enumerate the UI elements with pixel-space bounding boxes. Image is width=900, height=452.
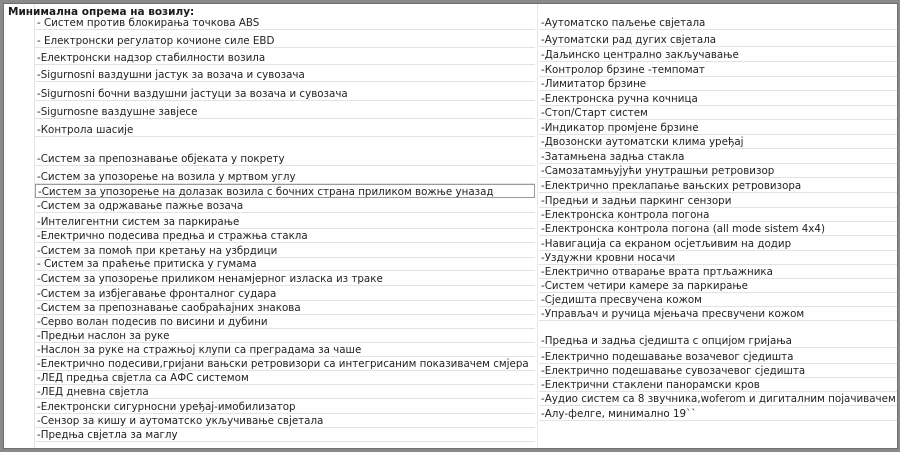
equipment-item: -Систем за избјегавање фронталног судара <box>35 287 535 301</box>
equipment-item: -ЛЕД дневна свјетла <box>35 385 535 399</box>
equipment-item: -Уздужни кровни носачи <box>539 251 897 265</box>
equipment-item: -Електронски надзор стабилности возила <box>35 51 535 65</box>
equipment-item: -Наслон за руке на стражњој клупи са преградама за чаше <box>35 343 535 357</box>
equipment-item: -Систем за упозорење на долазак возила с бочних страна приликом вожње уназад <box>35 184 535 198</box>
equipment-item: -Sigurnosni бочни ваздушни јастуци за возача и сувозача <box>35 87 535 101</box>
equipment-item: -Електронска контрола погона (all mode sistem 4x4) <box>539 222 897 236</box>
equipment-item: -Систем за одржавање пажње возача <box>35 199 535 213</box>
equipment-item: -Sigurnosni ваздушни јастук за возача и сувозача <box>35 68 535 82</box>
equipment-item: -Навигација са екраном осјетљивим на додир <box>539 237 897 251</box>
equipment-item: -Електрично подешавање сувозачевог сједишта <box>539 364 897 378</box>
equipment-item: -Електрично подесиви,гријани вањски ретровизори са интегрисаним показивачем смјера <box>35 357 535 371</box>
equipment-item: -Предња и задња сједишта с опцијом гријања <box>539 334 897 348</box>
equipment-item: - Систем за праћење притиска у гумама <box>35 257 535 271</box>
spreadsheet-sheet <box>3 3 898 449</box>
equipment-item: -Контролор брзине -темпомат <box>539 63 897 77</box>
column-guide <box>537 4 538 448</box>
equipment-item: -Серво волан подесив по висини и дубини <box>35 315 535 329</box>
equipment-item: -Лимитатор брзине <box>539 77 897 91</box>
equipment-item: -Даљинско централно закључавање <box>539 48 897 62</box>
equipment-item: -ЛЕД предња свјетла са АФС системом <box>35 371 535 385</box>
equipment-item: -Сједишта пресвучена кожом <box>539 293 897 307</box>
equipment-item: -Управљач и ручица мјењача пресвучени кожом <box>539 307 897 321</box>
equipment-item: -Систем за препознавање објеката у покрету <box>35 152 535 166</box>
equipment-item: -Интелигентни систем за паркирање <box>35 215 535 229</box>
equipment-item: -Електронска ручна кочница <box>539 92 897 106</box>
equipment-item: -Предњи наслон за руке <box>35 329 535 343</box>
equipment-item: -Електрично подешавање возачевог сједишта <box>539 350 897 364</box>
equipment-item: -Електрично преклапање вањских ретровизора <box>539 179 897 193</box>
equipment-item: -Електрично подесива предња и стражња стакла <box>35 229 535 243</box>
equipment-item: -Стоп/Старт систем <box>539 106 897 120</box>
equipment-item: -Аудио систем са 8 звучника,woferom и дигиталним појачивачем <box>541 393 896 405</box>
equipment-item: -Електронска контрола погона <box>539 208 897 222</box>
equipment-item: -Аутоматско паљење свјетала <box>539 16 897 30</box>
equipment-item: -Двозонски аутоматски клима уређај <box>539 135 897 149</box>
equipment-item: -Аутоматски рад дугих свјетала <box>539 33 897 47</box>
equipment-item: - Систем против блокирања точкова ABS <box>35 16 535 30</box>
equipment-item: -Систем за упозорење приликом ненамјерног изласка из траке <box>35 272 535 286</box>
sheet-title: Минимална опрема на возилу: <box>8 6 195 18</box>
equipment-item: -Алу-фелге, минимално 19`` <box>539 407 897 421</box>
equipment-item: -Систем четири камере за паркирање <box>539 279 897 293</box>
equipment-item: - Електронски регулатор кочионе силе EBD <box>35 34 535 48</box>
equipment-item: -Систем за помоћ при кретању на узбрдици <box>35 244 535 258</box>
equipment-item: -Предњи и задњи паркинг сензори <box>539 194 897 208</box>
equipment-item: -Sigurnosne ваздушне завјесе <box>35 105 535 119</box>
equipment-item: -Контрола шасије <box>35 123 535 137</box>
equipment-item: -Електронски сигурносни уређај-имобилизатор <box>35 400 535 414</box>
equipment-item: -Систем за препознавање саобраћајних знакова <box>35 301 535 315</box>
equipment-item: -Затамњена задња стакла <box>539 150 897 164</box>
equipment-item: -Индикатор промјене брзине <box>539 121 897 135</box>
equipment-item: -Самозатамњујући унутрашњи ретровизор <box>539 164 897 178</box>
equipment-item: -Систем за упозорење на возила у мртвом углу <box>35 170 535 184</box>
equipment-item: -Електрични стаклени панорамски кров <box>539 378 897 392</box>
equipment-item: -Електрично отварање врата пртљажника <box>539 265 897 279</box>
equipment-item: -Сензор за кишу и аутоматско укључивање свјетала <box>35 414 535 428</box>
equipment-item: -Предња свјетла за маглу <box>35 428 535 442</box>
